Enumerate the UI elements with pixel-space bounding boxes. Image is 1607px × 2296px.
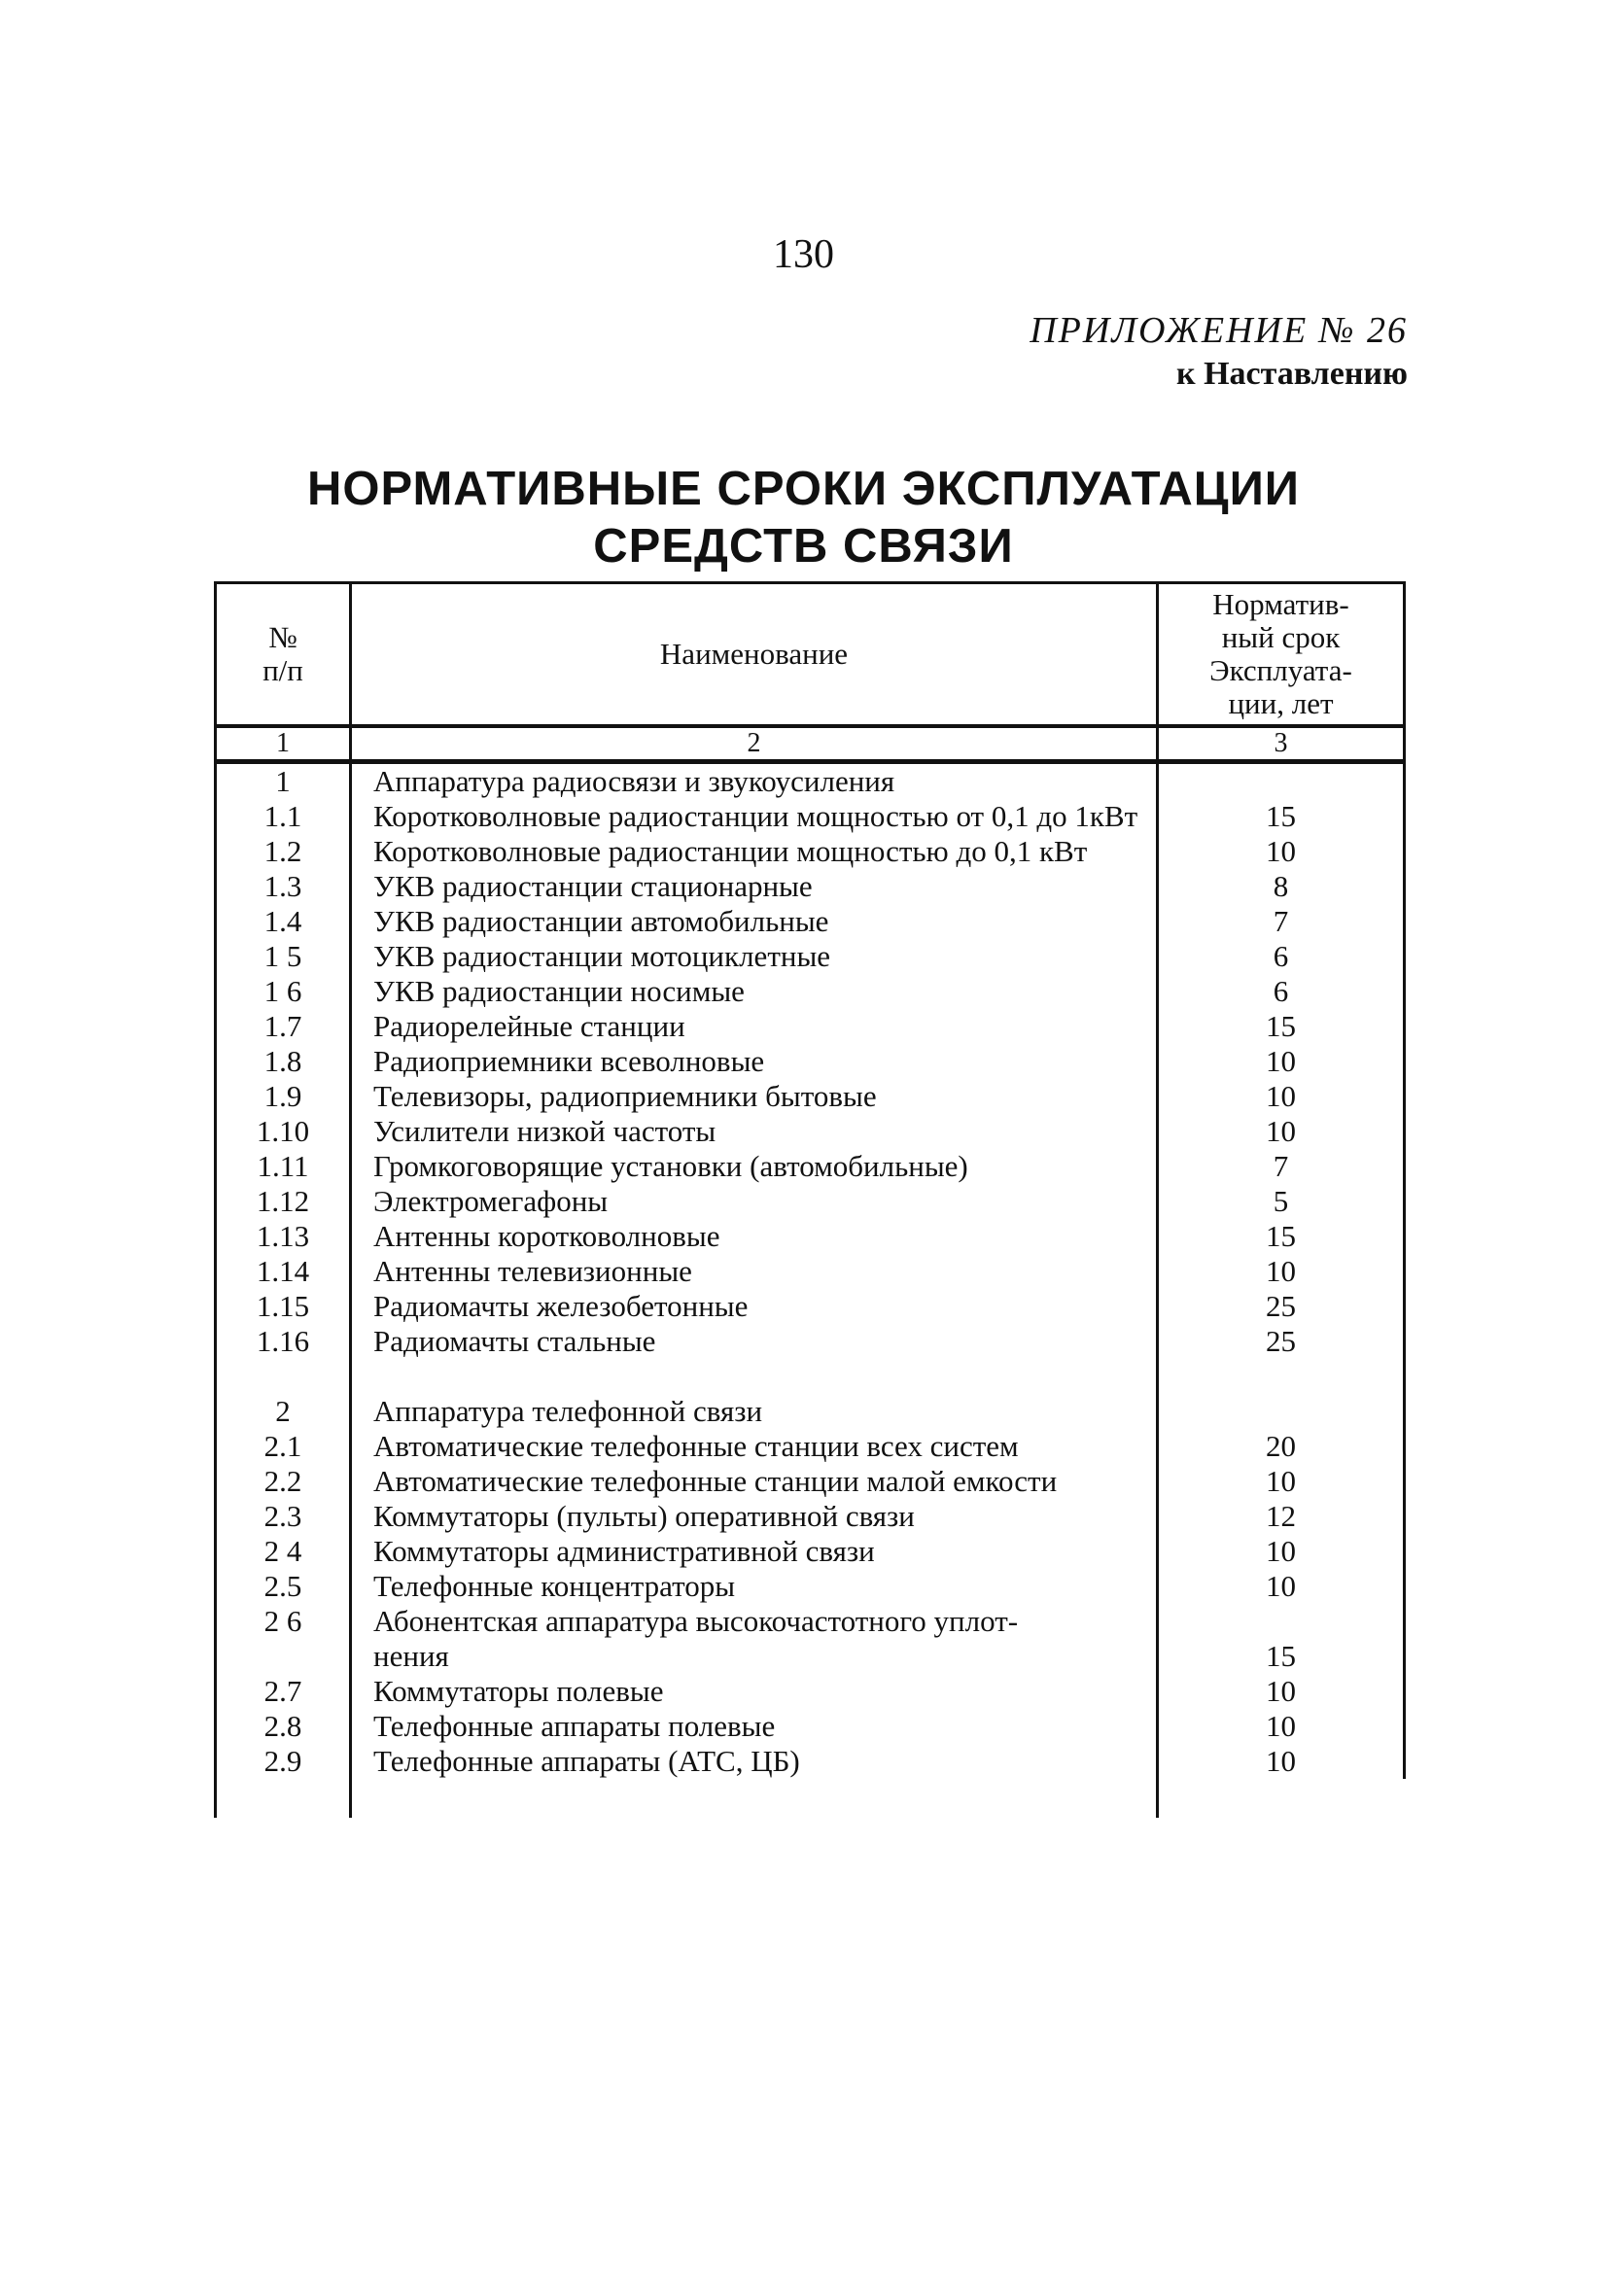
item-name: Антенны телевизионные	[351, 1254, 1158, 1289]
item-term: 20	[1158, 1429, 1405, 1464]
table-body	[216, 762, 1405, 1819]
item-name: Громкоговорящие установки (автомобильные)	[351, 1149, 1158, 1184]
section-term	[1158, 1394, 1405, 1429]
item-number: 1.8	[216, 1044, 351, 1079]
item-term: 10	[1158, 834, 1405, 869]
table-row	[216, 1324, 1405, 1359]
item-term: 10	[1158, 1044, 1405, 1079]
table-row	[216, 904, 1405, 939]
column-number: 1	[216, 726, 351, 762]
item-number: 1.3	[216, 869, 351, 904]
section-name: Аппаратура радиосвязи и звукоусиления	[351, 762, 1158, 800]
item-name: Абонентская аппаратура высокочастотного уплот- нения	[351, 1604, 1158, 1674]
item-name: УКВ радиостанции мотоциклетные	[351, 939, 1158, 974]
item-term: 8	[1158, 869, 1405, 904]
item-number: 2.8	[216, 1709, 351, 1744]
norms-table-container	[214, 581, 1403, 1818]
item-name: Радиорелейные станции	[351, 1009, 1158, 1044]
section-name: Аппаратура телефонной связи	[351, 1394, 1158, 1429]
item-term: 10	[1158, 1744, 1405, 1779]
item-name: Коротковолновые радиостанции мощностью до 0,1 кВт	[351, 834, 1158, 869]
item-term: 10	[1158, 1254, 1405, 1289]
table-header-row	[216, 583, 1405, 727]
item-term: 10	[1158, 1534, 1405, 1569]
item-name: Автоматические телефонные станции малой емкости	[351, 1464, 1158, 1499]
table-row	[216, 974, 1405, 1009]
item-number: 1.10	[216, 1114, 351, 1149]
item-name: УКВ радиостанции стационарные	[351, 869, 1158, 904]
header-number: № п/п	[216, 583, 351, 727]
item-number: 1.15	[216, 1289, 351, 1324]
item-name: Коммутаторы полевые	[351, 1674, 1158, 1709]
appendix-title: ПРИЛОЖЕНИЕ № 26	[1030, 310, 1408, 351]
section-number: 1	[216, 762, 351, 800]
item-number: 1.11	[216, 1149, 351, 1184]
table-row	[216, 1114, 1405, 1149]
item-number: 1.4	[216, 904, 351, 939]
table-row	[216, 1009, 1405, 1044]
table-row	[216, 1254, 1405, 1289]
item-number: 1.2	[216, 834, 351, 869]
table-row	[216, 1709, 1405, 1744]
table-row	[216, 799, 1405, 834]
item-term: 5	[1158, 1184, 1405, 1219]
table-row	[216, 1464, 1405, 1499]
item-number: 1.1	[216, 799, 351, 834]
item-number: 1 5	[216, 939, 351, 974]
item-name: Усилители низкой частоты	[351, 1114, 1158, 1149]
table-row	[216, 1744, 1405, 1779]
table-row	[216, 1044, 1405, 1079]
column-number: 2	[351, 726, 1158, 762]
item-name: Телефонные концентраторы	[351, 1569, 1158, 1604]
table-row	[216, 1674, 1405, 1709]
item-number: 2.2	[216, 1464, 351, 1499]
item-term: 10	[1158, 1709, 1405, 1744]
item-term: 15	[1158, 1009, 1405, 1044]
table-row	[216, 1499, 1405, 1534]
item-number: 1.13	[216, 1219, 351, 1254]
item-name: Телефонные аппараты полевые	[351, 1709, 1158, 1744]
section-number: 2	[216, 1394, 351, 1429]
document-title	[0, 461, 1607, 575]
item-number: 1.14	[216, 1254, 351, 1289]
item-term: 6	[1158, 939, 1405, 974]
norms-table	[214, 581, 1406, 1818]
page-number: 130	[773, 232, 834, 277]
item-term: 10	[1158, 1079, 1405, 1114]
item-term: 10	[1158, 1114, 1405, 1149]
item-number: 1.12	[216, 1184, 351, 1219]
item-term: 6	[1158, 974, 1405, 1009]
item-term: 10	[1158, 1569, 1405, 1604]
item-number: 2.3	[216, 1499, 351, 1534]
item-name: УКВ радиостанции автомобильные	[351, 904, 1158, 939]
item-name: Коммутаторы (пульты) оперативной связи	[351, 1499, 1158, 1534]
header-term: Норматив- ный срок Эксплуата- ции, лет	[1158, 583, 1405, 727]
table-row	[216, 1569, 1405, 1604]
table-row	[216, 1289, 1405, 1324]
item-number: 2.1	[216, 1429, 351, 1464]
item-number: 2 4	[216, 1534, 351, 1569]
item-term: 15	[1158, 1604, 1405, 1674]
header-name: Наименование	[351, 583, 1158, 727]
item-name: Антенны коротковолновые	[351, 1219, 1158, 1254]
item-term: 25	[1158, 1324, 1405, 1359]
appendix-reference: к Наставлению	[1176, 356, 1408, 392]
item-number: 1.7	[216, 1009, 351, 1044]
table-continuation-row	[216, 1779, 1405, 1818]
item-term: 15	[1158, 799, 1405, 834]
item-name: Радиоприемники всеволновые	[351, 1044, 1158, 1079]
table-row	[216, 1149, 1405, 1184]
item-term: 15	[1158, 1219, 1405, 1254]
item-number: 2 6	[216, 1604, 351, 1674]
table-row	[216, 869, 1405, 904]
item-number: 1.9	[216, 1079, 351, 1114]
item-name: Коротковолновые радиостанции мощностью от 0,1 до 1кВт	[351, 799, 1158, 834]
table-row	[216, 1184, 1405, 1219]
item-name: Коммутаторы административной связи	[351, 1534, 1158, 1569]
item-name: Радиомачты железобетонные	[351, 1289, 1158, 1324]
item-number: 2.5	[216, 1569, 351, 1604]
section-row	[216, 1394, 1405, 1429]
item-term: 7	[1158, 1149, 1405, 1184]
item-number: 1.16	[216, 1324, 351, 1359]
section-row	[216, 762, 1405, 800]
item-name: Телевизоры, радиоприемники бытовые	[351, 1079, 1158, 1114]
column-number-row	[216, 726, 1405, 762]
table-row	[216, 1534, 1405, 1569]
item-term: 7	[1158, 904, 1405, 939]
item-name: Автоматические телефонные станции всех систем	[351, 1429, 1158, 1464]
section-spacer-row	[216, 1359, 1405, 1394]
item-number: 2.9	[216, 1744, 351, 1779]
appendix-heading	[1030, 309, 1408, 393]
item-term: 10	[1158, 1674, 1405, 1709]
table-row	[216, 1429, 1405, 1464]
item-name: УКВ радиостанции носимые	[351, 974, 1158, 1009]
item-term: 25	[1158, 1289, 1405, 1324]
section-term	[1158, 762, 1405, 800]
document-title-line-2: СРЕДСТВ СВЯЗИ	[593, 520, 1014, 573]
item-term: 10	[1158, 1464, 1405, 1499]
item-number: 1 6	[216, 974, 351, 1009]
item-number: 2.7	[216, 1674, 351, 1709]
item-name: Электромегафоны	[351, 1184, 1158, 1219]
table-row	[216, 1079, 1405, 1114]
table-row	[216, 1604, 1405, 1674]
item-name: Телефонные аппараты (АТС, ЦБ)	[351, 1744, 1158, 1779]
column-number: 3	[1158, 726, 1405, 762]
item-name: Радиомачты стальные	[351, 1324, 1158, 1359]
table-row	[216, 939, 1405, 974]
table-row	[216, 1219, 1405, 1254]
item-term: 12	[1158, 1499, 1405, 1534]
table-row	[216, 834, 1405, 869]
document-title-line-1: НОРМАТИВНЫЕ СРОКИ ЭКСПЛУАТАЦИИ	[306, 463, 1301, 515]
